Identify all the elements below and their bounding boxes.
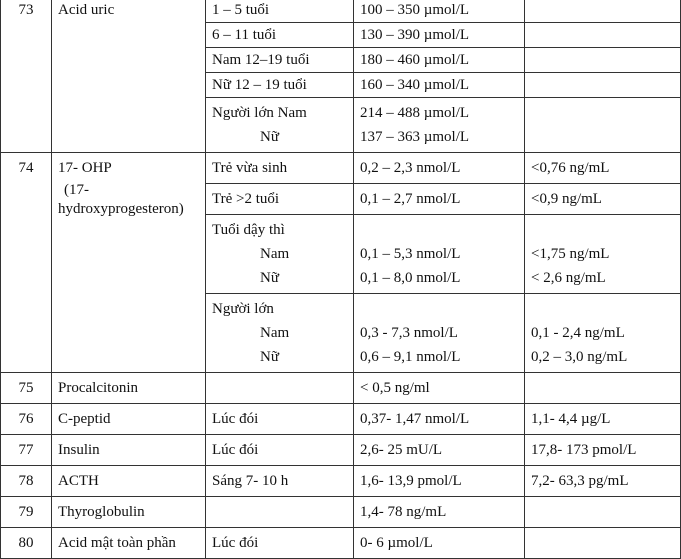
condition-cell [206, 497, 354, 528]
row-number: 80 [1, 528, 52, 559]
si-value-cell: 1,6- 13,9 pmol/L [354, 466, 525, 497]
condition-cell: Trẻ >2 tuổi [206, 184, 354, 215]
si-value-cell: 2,6- 25 mU/L [354, 435, 525, 466]
row-number: 77 [1, 435, 52, 466]
condition-cell [206, 373, 354, 404]
condition-cell: 6 – 11 tuổi [206, 23, 354, 48]
mass-value-cell [525, 23, 681, 48]
si-value-cell: 1,4- 78 ng/mL [354, 497, 525, 528]
si-value-cell: 160 – 340 µmol/L [354, 73, 525, 98]
si-value-cell: 130 – 390 µmol/L [354, 23, 525, 48]
table-row [1, 0, 681, 23]
test-name: C-peptid [52, 404, 206, 435]
row-number: 79 [1, 497, 52, 528]
mass-value-cell [525, 373, 681, 404]
row-number: 78 [1, 466, 52, 497]
condition-cell: Nữ 12 – 19 tuổi [206, 73, 354, 98]
row-number: 75 [1, 373, 52, 404]
mass-value-cell [525, 0, 681, 23]
test-name: Acid uric [52, 0, 206, 153]
mass-value-cell: 0,1 - 2,4 ng/mL 0,2 – 3,0 ng/mL [525, 294, 681, 373]
condition-cell: Lúc đói [206, 435, 354, 466]
si-value-cell: < 0,5 ng/ml [354, 373, 525, 404]
mass-value-cell: 7,2- 63,3 pg/mL [525, 466, 681, 497]
mass-value-cell: 17,8- 173 pmol/L [525, 435, 681, 466]
test-name: Acid mật toàn phần [52, 528, 206, 559]
mass-value-cell [525, 528, 681, 559]
mass-value-cell [525, 497, 681, 528]
si-value-cell: 0,37- 1,47 nmol/L [354, 404, 525, 435]
condition-cell: Trẻ vừa sinh [206, 153, 354, 184]
table-row [1, 404, 681, 435]
table-row [1, 466, 681, 497]
test-name: ACTH [52, 466, 206, 497]
mass-value-cell: <1,75 ng/mL < 2,6 ng/mL [525, 215, 681, 294]
si-value-cell: 0,1 – 2,7 nmol/L [354, 184, 525, 215]
row-number: 74 [1, 153, 52, 373]
table-row [1, 435, 681, 466]
mass-value-cell: 1,1- 4,4 µg/L [525, 404, 681, 435]
table-row [1, 373, 681, 404]
mass-value-cell [525, 48, 681, 73]
mass-value-cell: <0,9 ng/mL [525, 184, 681, 215]
table-row [1, 497, 681, 528]
condition-cell: Lúc đói [206, 404, 354, 435]
condition-cell: Người lớn Nam Nữ [206, 294, 354, 373]
si-value-cell: 0,2 – 2,3 nmol/L [354, 153, 525, 184]
si-value-cell: 214 – 488 µmol/L 137 – 363 µmol/L [354, 98, 525, 153]
mass-value-cell [525, 98, 681, 153]
condition-cell: Người lớn Nam Nữ [206, 98, 354, 153]
test-name: 17- OHP (17- hydroxyprogesteron) [52, 153, 206, 373]
si-value-cell: 0,3 - 7,3 nmol/L 0,6 – 9,1 nmol/L [354, 294, 525, 373]
table-row [1, 153, 681, 184]
row-number: 76 [1, 404, 52, 435]
si-value-cell: 0- 6 µmol/L [354, 528, 525, 559]
si-value-cell: 180 – 460 µmol/L [354, 48, 525, 73]
condition-cell: Nam 12–19 tuổi [206, 48, 354, 73]
condition-cell: 1 – 5 tuổi [206, 0, 354, 23]
test-name: Procalcitonin [52, 373, 206, 404]
mass-value-cell: <0,76 ng/mL [525, 153, 681, 184]
condition-cell: Tuổi dậy thì Nam Nữ [206, 215, 354, 294]
condition-cell: Sáng 7- 10 h [206, 466, 354, 497]
si-value-cell: 0,1 – 5,3 nmol/L 0,1 – 8,0 nmol/L [354, 215, 525, 294]
mass-value-cell [525, 73, 681, 98]
table-row [1, 528, 681, 559]
condition-cell: Lúc đói [206, 528, 354, 559]
row-number: 73 [1, 0, 52, 153]
si-value-cell: 100 – 350 µmol/L [354, 0, 525, 23]
test-name: Thyroglobulin [52, 497, 206, 528]
test-name: Insulin [52, 435, 206, 466]
